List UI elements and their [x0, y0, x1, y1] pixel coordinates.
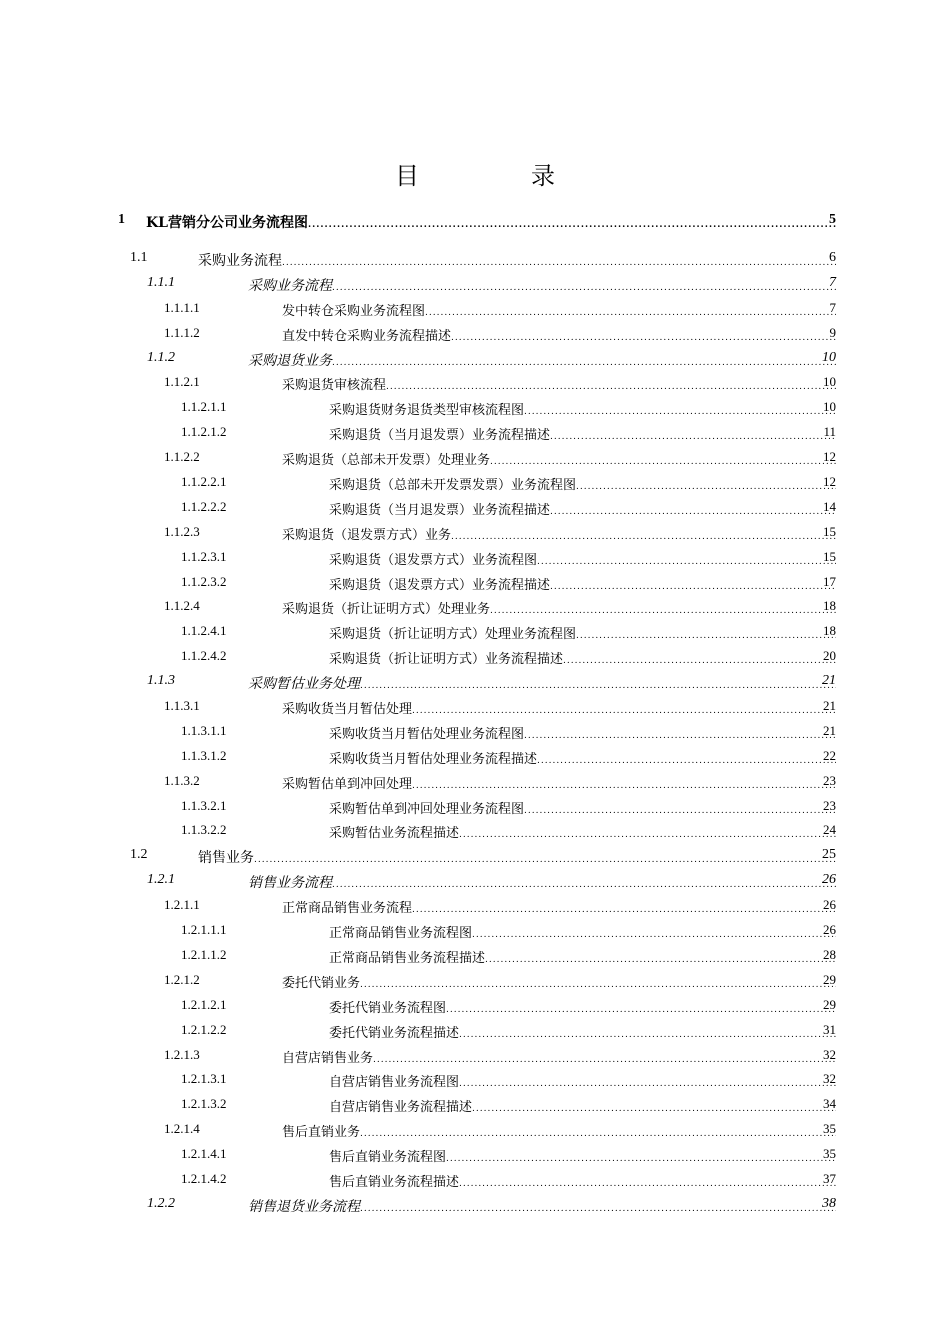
- toc-entry-title: 正常商品销售业务流程: [282, 901, 413, 917]
- toc-entry[interactable]: [0, 844, 950, 869]
- toc-entry[interactable]: [0, 919, 950, 944]
- toc-entry[interactable]: [0, 944, 950, 969]
- toc-dot-leader: [248, 872, 836, 890]
- toc-entry-title: 正常商品销售业务流程描述: [329, 950, 486, 966]
- toc-entry[interactable]: [0, 720, 950, 745]
- toc-entry-title: 采购收货当月暂估处理业务流程图: [329, 726, 525, 742]
- toc-entry-title: 采购退货业务: [248, 352, 332, 369]
- toc-entry-page: 35: [823, 1121, 836, 1137]
- toc-entry-title: 委托代销业务: [282, 975, 361, 991]
- toc-entry-title: 直发中转仓采购业务流程描述: [282, 328, 452, 344]
- toc-entry-title: 采购收货当月暂估处理: [282, 702, 413, 718]
- toc-dot-leader: [248, 275, 836, 293]
- toc-entry-title: 采购退货审核流程: [282, 378, 387, 394]
- toc-entry-title: 自营店销售业务: [282, 1050, 374, 1066]
- toc-entry-page: 21: [822, 673, 836, 689]
- toc-entry[interactable]: [0, 471, 950, 496]
- toc-entry-title: 采购暂估单到冲回处理: [282, 776, 413, 792]
- toc-entry-page: 23: [823, 772, 836, 788]
- toc-entry-title: 采购暂估业务处理: [248, 676, 360, 693]
- toc-entry-page: 14: [823, 498, 836, 514]
- toc-entry[interactable]: [0, 347, 950, 372]
- toc-entry-number: 1.1.2.3.1: [181, 548, 227, 564]
- toc-entry-page: 35: [823, 1146, 836, 1162]
- toc-entry-number: 1.1.1: [147, 274, 175, 290]
- toc-dot-leader: [282, 1121, 836, 1139]
- toc-entry-number: 1.1.3.1: [164, 698, 200, 714]
- toc-entry-page: 15: [823, 523, 836, 539]
- toc-dot-leader: [248, 350, 836, 368]
- toc-entry-title: 正常商品销售业务流程图: [329, 926, 473, 942]
- toc-entry-title: 委托代销业务流程描述: [329, 1025, 460, 1041]
- toc-entry[interactable]: [0, 272, 950, 297]
- toc-entry-title: 采购退货（总部未开发票）处理业务: [282, 453, 491, 469]
- toc-entry-number: 1.1.2.2.1: [181, 474, 227, 490]
- toc-entry[interactable]: [0, 209, 950, 247]
- toc-entry[interactable]: [0, 571, 950, 596]
- toc-entry-number: 1.1.3: [147, 673, 175, 689]
- toc-entry-title: 采购退货财务退货类型审核流程图: [329, 403, 525, 419]
- toc-entry-page: 29: [823, 996, 836, 1012]
- toc-entry-title: 采购退货（折让证明方式）处理业务流程图: [329, 627, 577, 643]
- toc-entry-page: 18: [823, 598, 836, 614]
- toc-entry-page: 10: [823, 374, 836, 390]
- toc-entry-title: 委托代销业务流程图: [329, 1000, 447, 1016]
- toc-entry-title: KL营销分公司业务流程图: [146, 215, 309, 231]
- toc-entry[interactable]: [0, 595, 950, 620]
- toc-entry-page: 34: [823, 1096, 836, 1112]
- toc-entry[interactable]: [0, 446, 950, 471]
- table-of-contents: [0, 209, 950, 1218]
- toc-entry-page: 5: [829, 212, 836, 227]
- toc-entry-number: 1.1.2.4.1: [181, 623, 227, 639]
- toc-entry-number: 1.2.1.2.2: [181, 1021, 227, 1037]
- toc-entry-number: 1.1.3.2: [164, 772, 200, 788]
- toc-entry[interactable]: [0, 1193, 950, 1218]
- toc-entry-page: 7: [829, 274, 836, 290]
- toc-entry-number: 1.2.1.2.1: [181, 996, 227, 1012]
- toc-entry[interactable]: [0, 869, 950, 894]
- toc-entry-number: 1.2.1.4: [164, 1121, 200, 1137]
- toc-entry-title: 自营店销售业务流程图: [329, 1075, 460, 1091]
- toc-dot-leader: [198, 250, 836, 268]
- toc-entry-title: 采购退货（当月退发票）业务流程描述: [329, 428, 551, 444]
- toc-entry[interactable]: [0, 371, 950, 396]
- toc-entry-page: 24: [823, 822, 836, 838]
- toc-entry-title: 采购退货（折让证明方式）处理业务: [282, 602, 491, 618]
- toc-dot-leader: [282, 972, 836, 990]
- toc-entry[interactable]: [0, 695, 950, 720]
- toc-entry-page: 37: [823, 1170, 836, 1186]
- toc-entry[interactable]: [0, 496, 950, 521]
- toc-entry-title: 售后直销业务: [282, 1125, 361, 1141]
- toc-entry[interactable]: [0, 546, 950, 571]
- toc-entry-title: 采购退货（总部未开发票发票）业务流程图: [329, 478, 577, 494]
- toc-entry-title: 售后直销业务流程描述: [329, 1174, 460, 1190]
- toc-entry-title: 采购业务流程: [198, 253, 282, 269]
- toc-entry-number: 1.2.1.1.2: [181, 946, 227, 962]
- toc-entry-page: 12: [823, 449, 836, 465]
- toc-entry[interactable]: [0, 894, 950, 919]
- toc-entry-page: 15: [823, 548, 836, 564]
- toc-entry[interactable]: [0, 1019, 950, 1044]
- toc-entry-title: 采购业务流程: [248, 277, 332, 294]
- toc-entry-page: 26: [823, 922, 836, 938]
- toc-entry[interactable]: [0, 1044, 950, 1069]
- toc-entry[interactable]: [0, 994, 950, 1019]
- toc-entry-page: 23: [823, 797, 836, 813]
- toc-entry-number: 1.1.2.1: [164, 374, 200, 390]
- toc-entry-number: 1: [118, 212, 125, 227]
- toc-entry[interactable]: [0, 1068, 950, 1093]
- toc-entry-number: 1.1.2.1.2: [181, 424, 227, 440]
- toc-entry-title: 售后直销业务流程图: [329, 1150, 447, 1166]
- toc-entry-number: 1.1.2.3: [164, 523, 200, 539]
- toc-entry-title: 销售业务流程: [248, 875, 332, 892]
- toc-entry-page: 7: [829, 299, 836, 315]
- toc-entry-page: 17: [823, 573, 836, 589]
- toc-entry-number: 1.1.2.1.1: [181, 399, 227, 415]
- toc-entry-number: 1.2: [130, 847, 148, 863]
- toc-dot-leader: [198, 847, 836, 865]
- toc-entry-page: 32: [823, 1071, 836, 1087]
- toc-entry[interactable]: [0, 745, 950, 770]
- toc-entry[interactable]: [0, 1118, 950, 1143]
- toc-entry-page: 26: [822, 872, 836, 888]
- toc-entry-title: 采购暂估单到冲回处理业务流程图: [329, 801, 525, 817]
- toc-entry-number: 1.2.2: [147, 1195, 175, 1211]
- toc-entry[interactable]: [0, 421, 950, 446]
- toc-entry-page: 6: [829, 250, 836, 265]
- toc-entry-page: 22: [823, 747, 836, 763]
- toc-entry-number: 1.2.1: [147, 872, 175, 888]
- toc-entry-title: 采购退货（退发票方式）业务: [282, 527, 452, 543]
- toc-entry-page: 32: [823, 1046, 836, 1062]
- toc-entry[interactable]: [0, 819, 950, 844]
- toc-entry-title: 采购退货（退发票方式）业务流程描述: [329, 577, 551, 593]
- toc-entry-page: 38: [822, 1195, 836, 1211]
- toc-entry-number: 1.2.1.1: [164, 897, 200, 913]
- toc-title: 目 录: [395, 162, 599, 190]
- toc-entry-number: 1.1: [130, 250, 148, 265]
- toc-entry-page: 10: [822, 349, 836, 365]
- toc-entry[interactable]: [0, 1168, 950, 1193]
- toc-entry[interactable]: [0, 396, 950, 421]
- toc-entry-number: 1.1.3.2.2: [181, 822, 227, 838]
- toc-entry[interactable]: [0, 620, 950, 645]
- toc-entry-page: 9: [829, 324, 836, 340]
- toc-entry-number: 1.1.1.2: [164, 324, 200, 340]
- toc-entry-page: 28: [823, 946, 836, 962]
- toc-entry[interactable]: [0, 645, 950, 670]
- toc-entry-number: 1.2.1.4.1: [181, 1146, 227, 1162]
- toc-entry-number: 1.1.2.4.2: [181, 648, 227, 664]
- toc-entry-title: 采购收货当月暂估处理业务流程描述: [329, 751, 538, 767]
- toc-entry-number: 1.1.2: [147, 349, 175, 365]
- toc-entry-page: 10: [823, 399, 836, 415]
- toc-entry-title: 发中转仓采购业务流程图: [282, 303, 426, 319]
- toc-entry-title: 自营店销售业务流程描述: [329, 1100, 473, 1116]
- toc-entry-number: 1.1.3.2.1: [181, 797, 227, 813]
- toc-entry[interactable]: [0, 1093, 950, 1118]
- toc-entry[interactable]: [0, 247, 950, 272]
- toc-entry-title: 销售业务: [198, 850, 254, 867]
- toc-entry-title: 采购退货（当月退发票）业务流程描述: [329, 502, 551, 518]
- toc-entry-number: 1.2.1.3.1: [181, 1071, 227, 1087]
- toc-entry-page: 26: [823, 897, 836, 913]
- toc-entry-number: 1.2.1.4.2: [181, 1170, 227, 1186]
- toc-entry-page: 12: [823, 474, 836, 490]
- toc-entry-title: 销售退货业务流程: [248, 1198, 360, 1215]
- toc-entry-number: 1.1.2.2.2: [181, 498, 227, 514]
- toc-entry-title: 采购退货（退发票方式）业务流程图: [329, 552, 538, 568]
- toc-entry-title: 采购退货（折让证明方式）业务流程描述: [329, 652, 564, 668]
- toc-entry-page: 21: [823, 722, 836, 738]
- toc-entry[interactable]: [0, 969, 950, 994]
- toc-entry[interactable]: [0, 1143, 950, 1168]
- toc-entry-number: 1.2.1.3.2: [181, 1096, 227, 1112]
- toc-entry-number: 1.1.1.1: [164, 299, 200, 315]
- toc-entry-number: 1.1.3.1.1: [181, 722, 227, 738]
- toc-entry[interactable]: [0, 521, 950, 546]
- toc-entry[interactable]: [0, 795, 950, 820]
- toc-entry-page: 11: [823, 424, 836, 440]
- toc-entry[interactable]: [0, 670, 950, 695]
- toc-entry-title: 采购暂估业务流程描述: [329, 826, 460, 842]
- toc-entry-page: 18: [823, 623, 836, 639]
- toc-entry-page: 31: [823, 1021, 836, 1037]
- toc-entry-number: 1.2.1.3: [164, 1046, 200, 1062]
- toc-entry-page: 25: [822, 847, 836, 863]
- toc-entry-number: 1.2.1.1.1: [181, 922, 227, 938]
- toc-entry-number: 1.1.2.3.2: [181, 573, 227, 589]
- toc-entry-number: 1.1.2.2: [164, 449, 200, 465]
- toc-entry-number: 1.1.3.1.2: [181, 747, 227, 763]
- toc-entry-page: 29: [823, 971, 836, 987]
- toc-entry-number: 1.1.2.4: [164, 598, 200, 614]
- toc-entry-number: 1.2.1.2: [164, 971, 200, 987]
- toc-entry-page: 21: [823, 698, 836, 714]
- toc-entry[interactable]: [0, 322, 950, 347]
- toc-entry[interactable]: [0, 297, 950, 322]
- toc-entry[interactable]: [0, 770, 950, 795]
- toc-entry-page: 20: [823, 648, 836, 664]
